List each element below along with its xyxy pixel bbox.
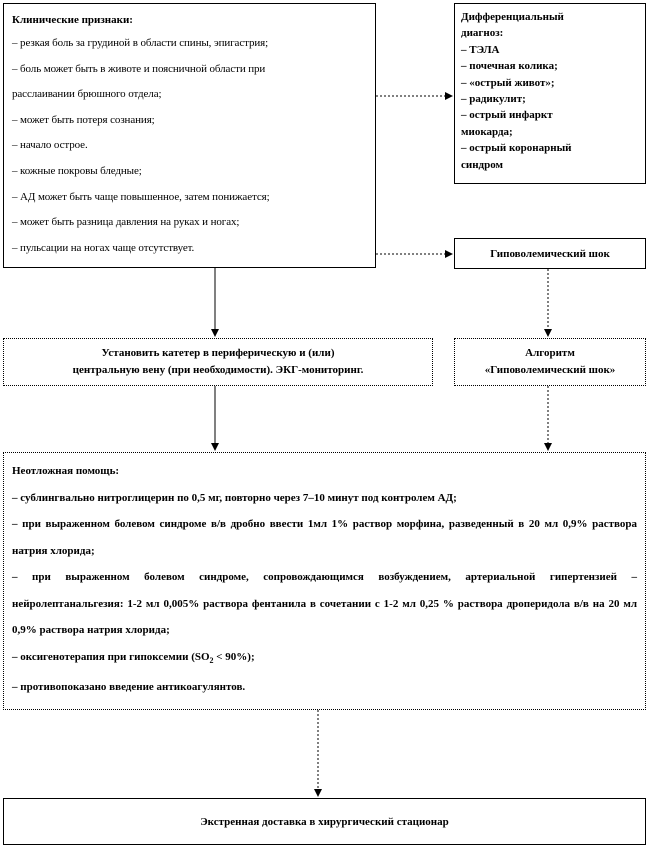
transport-box — [3, 798, 646, 845]
differential-item: миокарда; — [461, 125, 513, 138]
clinical-sign-item: – резкая боль за грудиной в области спины, эпигастрия; — [12, 37, 269, 49]
clinical-sign-item: расслаивании брюшного отдела; — [12, 88, 162, 101]
clinical-sign-item: – пульсации на ногах чаще отсутствует. — [12, 241, 195, 254]
differential-item: – «острый живот»; — [461, 76, 555, 89]
emergency-help-item: – при выраженном болевом синдроме, сопровождающимся возбуждением, артериальной гипертензией – нейролептанальгезия: 1-2 мл 0,005% раствора фентанила в сочетании с 1-2 мл 0,25 % раствора дроперидола в/в на 20 мл 0,9% раствора натрия хлорида; — [12, 571, 637, 636]
differential-diagnosis-box — [454, 3, 646, 184]
oxygen-text-pre: – оксигенотерапия при гипоксемии (SO — [12, 650, 210, 663]
clinical-signs-title: Клинические признаки: — [12, 14, 133, 26]
emergency-help-title: Неотложная помощь: — [12, 465, 120, 477]
oxygen-text-post: < 90%); — [213, 650, 255, 663]
differential-item: – острый инфаркт — [461, 109, 553, 122]
emergency-help-item: – при выраженном болевом синдроме в/в дробно ввести 1мл 1% раствор морфина, разведенный в 20 мл 0,9% раствора натрия хлорида; — [12, 518, 637, 557]
catheter-box — [3, 338, 433, 386]
emergency-help-item: – противопоказано введение антикоагулянтов. — [12, 681, 246, 694]
algorithm-line: «Гиповолемический шок» — [484, 364, 616, 376]
differential-item: – радикулит; — [461, 93, 526, 106]
transport-label: Экстренная доставка в хирургический стационар — [200, 815, 449, 828]
clinical-signs-box — [3, 3, 376, 268]
clinical-sign-item: – АД может быть чаще повышенное, затем понижается; — [12, 190, 270, 203]
algorithm-box — [454, 338, 646, 386]
clinical-sign-item: – боль может быть в животе и поясничной области при — [12, 62, 266, 75]
differential-item: – почечная колика; — [461, 60, 558, 73]
algorithm-line: Алгоритм — [525, 347, 575, 359]
emergency-help-item: – сублингвально нитроглицерин по 0,5 мг, повторно через 7–10 минут под контролем АД; — [12, 491, 457, 504]
hypovolemic-shock-box — [454, 238, 646, 269]
hypovolemic-shock-label: Гиповолемический шок — [490, 247, 610, 260]
clinical-sign-item: – может быть потеря сознания; — [12, 113, 155, 126]
differential-item: – ТЭЛА — [461, 43, 500, 56]
differential-title-line: диагноз: — [461, 27, 504, 40]
clinical-sign-item: – может быть разница давления на руках и ногах; — [12, 216, 240, 229]
clinical-sign-item: – кожные покровы бледные; — [12, 164, 142, 177]
differential-item: – острый коронарный — [461, 142, 572, 155]
emergency-help-box — [3, 452, 646, 710]
differential-title-line: Дифференциальный — [461, 11, 564, 23]
emergency-help-item-oxygen — [12, 644, 637, 675]
catheter-line: Установить катетер в периферическую и (или) — [101, 347, 335, 359]
differential-item: синдром — [461, 158, 504, 171]
catheter-line: центральную вену (при необходимости). ЭКГ-мониторинг. — [72, 364, 364, 376]
oxygen-subscript: 2 — [209, 655, 214, 665]
clinical-sign-item: – начало острое. — [12, 139, 88, 152]
